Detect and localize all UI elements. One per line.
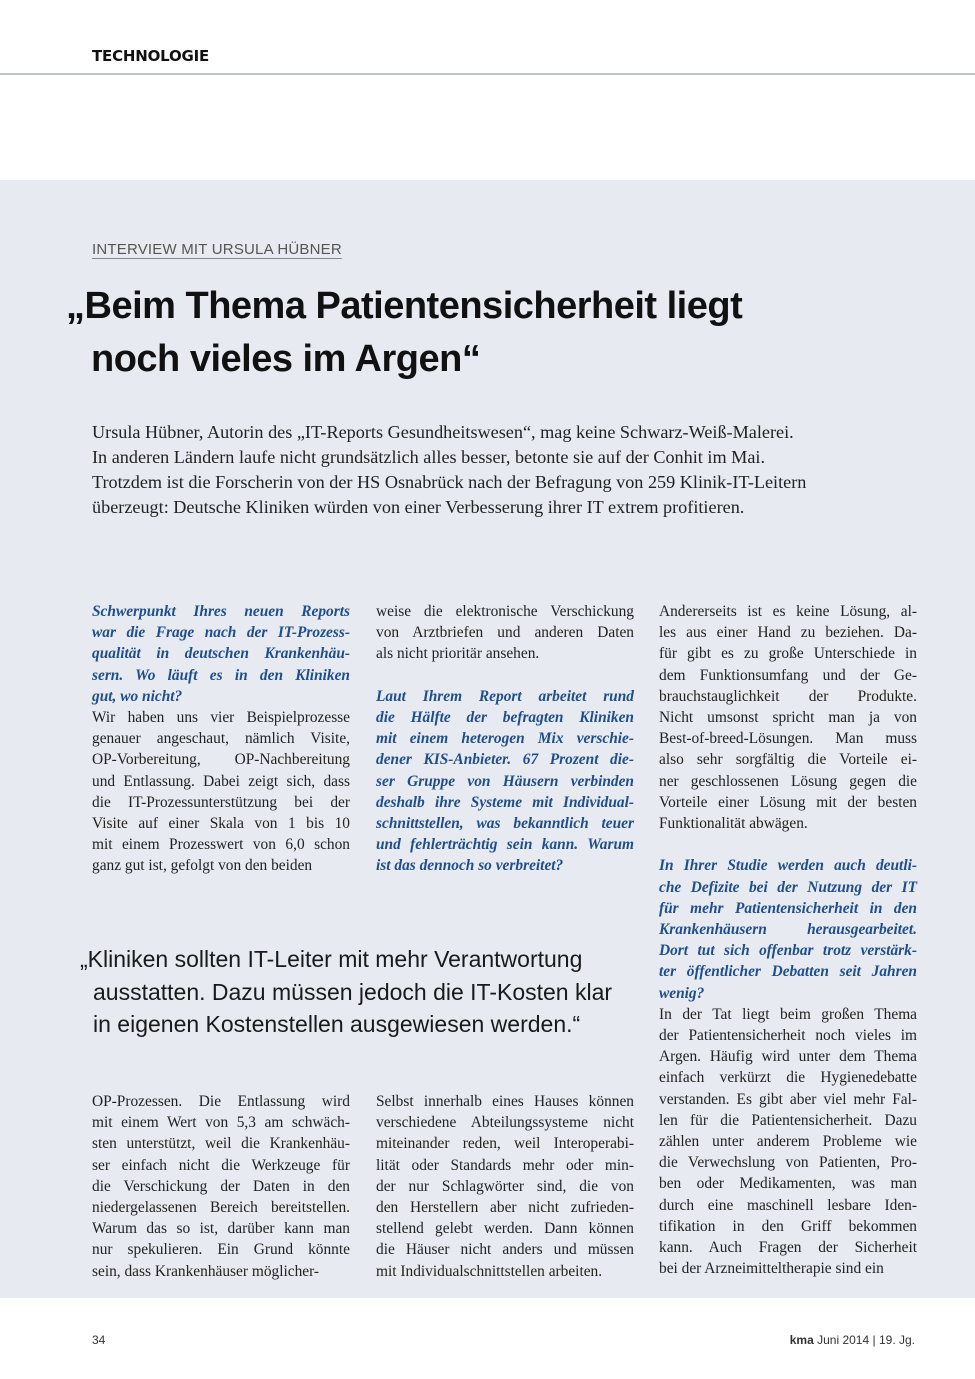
article-kicker: INTERVIEW MIT URSULA HÜBNER — [92, 241, 342, 258]
text-line: ter öffentlicher Debatten seit Jahren — [659, 963, 917, 981]
text-line: Dort tut sich offenbar trotz verstärk- — [659, 942, 917, 960]
text-line: die IT-Prozessunterstützung bei der — [92, 793, 350, 811]
text-line: ser Gruppe von Häusern verbinden — [376, 772, 634, 790]
text-line: die Verschickung der Daten in den — [92, 1177, 350, 1195]
pull-quote-line: ausstatten. Dazu müssen jedoch die IT-Kosten klar — [93, 978, 613, 1005]
text-line: OP-Vorbereitung, OP-Nachbereitung — [92, 751, 350, 769]
text-line: brauchstauglichkeit der Produkte. — [659, 687, 917, 705]
section-label: TECHNOLOGIE — [92, 47, 210, 65]
headline-line: „Beim Thema Patientensicherheit liegt — [66, 285, 743, 327]
text-line: dem Funktionsumfang und der Ge- — [659, 666, 917, 684]
text-line: die Verwechslung von Patienten, Pro- — [659, 1154, 917, 1172]
text-line: zählen unter anderem Probleme wie — [659, 1133, 917, 1151]
text-line: sern. Wo läuft es in den Kliniken — [92, 666, 350, 684]
text-line: der nur Schlagwörter sind, die von — [376, 1177, 634, 1195]
text-line: also sehr sorgfältig die Vorteile ei- — [659, 751, 917, 769]
text-line: kann. Auch Fragen der Sicherheit — [659, 1239, 917, 1257]
article-headline — [66, 280, 886, 386]
column-3 — [659, 601, 917, 1279]
text-line: für mehr Patientensicherheit in den — [659, 899, 917, 917]
text-line: ner geschlossenen Lösung gegen die — [659, 772, 917, 790]
text-line: mit Individualschnittstellen arbeiten. — [376, 1262, 603, 1280]
text-line: mit einem heterogen Mix verschie- — [376, 730, 634, 748]
text-line: bei der Arzneimitteltherapie sind ein — [659, 1260, 884, 1278]
text-line: che Defizite bei der Nutzung der IT — [659, 878, 917, 896]
column-2-bottom — [376, 1091, 634, 1282]
text-line: OP-Prozessen. Die Entlassung wird — [92, 1093, 350, 1110]
text-line: lität oder Standards mehr oder min- — [376, 1156, 634, 1174]
text-line: weise die elektronische Verschickung — [376, 603, 634, 620]
text-line: von Arztbriefen und anderen Daten — [376, 624, 634, 642]
article-body — [92, 1091, 350, 1282]
text-line: Argen. Häufig wird unter dem Thema — [659, 1048, 917, 1066]
text-line: Vorteile einer Lösung mit der besten — [659, 793, 917, 811]
text-line: durch eine maschinell lesbare Iden- — [659, 1196, 917, 1214]
intro-line: überzeugt: Deutsche Kliniken würden von einer Verbesserung ihrer IT extrem profitieren. — [92, 497, 745, 517]
text-line: Best-of-breed-Lösungen. Man muss — [659, 730, 917, 748]
text-line: gut, wo nicht? — [92, 687, 183, 705]
pull-quote-line: „Kliniken sollten IT-Leiter mit mehr Verantwortung — [80, 946, 583, 972]
text-line: verschiedene Abteilungssysteme nicht — [376, 1114, 634, 1132]
magazine-brand: kma — [789, 1333, 814, 1347]
text-line: In der Tat liegt beim großen Thema — [659, 1005, 917, 1023]
interview-question — [659, 855, 917, 1003]
text-line: les aus einer Hand zu beziehen. Da- — [659, 624, 917, 642]
interview-answer — [659, 1004, 917, 1280]
text-line: der Patientensicherheit noch vieles im — [659, 1027, 917, 1045]
interview-answer — [376, 601, 634, 665]
pull-quote — [80, 943, 640, 1041]
text-line: war die Frage nach der IT-Prozess- — [92, 624, 350, 642]
headline-line: noch vieles im Argen“ — [91, 338, 481, 380]
intro-line: Trotzdem ist die Forscherin von der HS Osnabrück nach der Befragung von 259 Klinik-IT-Leitern — [92, 472, 807, 492]
text-line: dener KIS-Anbieter. 67 Prozent die- — [376, 751, 634, 769]
interview-answer — [659, 601, 917, 834]
footer-issue — [790, 1333, 915, 1347]
interview-question — [376, 686, 634, 877]
text-line: sten unterstützt, weil die Krankenhäu- — [92, 1135, 350, 1153]
text-line: qualität in deutschen Krankenhäu- — [92, 645, 350, 663]
text-line: ganz gut ist, gefolgt von den beiden — [92, 857, 313, 875]
text-line: für gibt es zu große Unterschiede in — [659, 645, 917, 663]
interview-question — [92, 601, 350, 707]
text-line: len für die Patientensicherheit. Dazu — [659, 1111, 917, 1129]
text-line: tifikation in den Griff bekommen — [659, 1217, 917, 1235]
text-line: mit einem Prozesswert von 6,0 schon — [92, 836, 350, 854]
page-number: 34 — [92, 1333, 106, 1347]
text-line: als nicht prioritär ansehen. — [376, 645, 540, 663]
volume: 19. Jg. — [878, 1333, 915, 1347]
text-line: Andererseits ist es keine Lösung, al- — [659, 603, 917, 620]
text-line: und Entlassung. Dabei zeigt sich, dass — [92, 772, 350, 790]
column-2-top — [376, 601, 634, 877]
text-line: nur spekulieren. Ein Grund könnte — [92, 1241, 350, 1259]
text-line: Funktionalität abwägen. — [659, 815, 808, 833]
column-1-bottom — [92, 1091, 350, 1282]
article-body — [376, 1091, 634, 1282]
article-intro — [92, 420, 892, 520]
intro-line: Ursula Hübner, Autorin des „IT-Reports Gesundheitswesen“, mag keine Schwarz-Weiß-Malerei. — [92, 422, 794, 442]
column-1-top — [92, 601, 350, 877]
text-line: Laut Ihrem Report arbeitet rund — [376, 687, 634, 705]
text-line: und fehlerträchtig sein kann. Warum — [376, 836, 634, 854]
text-line: niedergelassenen Bereich bereitstellen. — [92, 1199, 350, 1217]
text-line: einfach verkürzt die Hygienedebatte — [659, 1069, 917, 1087]
header-rule — [0, 73, 975, 75]
text-line: mit einem Wert von 5,3 am schwäch- — [92, 1114, 350, 1132]
text-line: Warum das so ist, darüber kann man — [92, 1220, 350, 1238]
text-line: die Häuser nicht anders und müssen — [376, 1241, 634, 1259]
footer-separator: | — [872, 1333, 876, 1347]
text-line: Selbst innerhalb eines Hauses können — [376, 1093, 634, 1110]
text-line: miteinander reden, weil Interoperabi- — [376, 1135, 634, 1153]
text-line: Nicht umsonst spricht man ja von — [659, 709, 917, 727]
text-line: Schwerpunkt Ihres neuen Reports — [92, 603, 350, 620]
text-line: Wir haben uns vier Beispielprozesse — [92, 709, 350, 727]
issue-date: Juni 2014 — [817, 1333, 870, 1347]
text-line: ist das dennoch so verbreitet? — [376, 857, 564, 875]
text-line: ben oder Medikamenten, was man — [659, 1175, 917, 1193]
text-line: schnittstellen, was bekanntlich teuer — [376, 815, 634, 833]
text-line: ser einfach nicht die Werkzeuge für — [92, 1156, 350, 1174]
text-line: In Ihrer Studie werden auch deutli- — [659, 857, 917, 875]
text-line: wenig? — [659, 984, 705, 1002]
text-line: deshalb ihre Systeme mit Individual- — [376, 793, 634, 811]
text-line: Visite auf einer Skala von 1 bis 10 — [92, 815, 350, 833]
intro-line: In anderen Ländern laufe nicht grundsätzlich alles besser, betonte sie auf der Conhit im Mai. — [92, 447, 765, 467]
text-line: sein, dass Krankenhäuser möglicher- — [92, 1262, 320, 1280]
text-line: den Herstellern aber nicht zufrieden- — [376, 1199, 634, 1217]
text-line: Krankenhäusern herausgearbeitet. — [659, 921, 917, 939]
text-line: stellend gelebt werden. Dann können — [376, 1220, 634, 1238]
text-line: die Hälfte der befragten Kliniken — [376, 709, 634, 726]
text-line: verstanden. Es gibt aber viel mehr Fal- — [659, 1090, 917, 1108]
interview-answer — [92, 707, 350, 877]
text-line: genauer angeschaut, nämlich Visite, — [92, 730, 350, 748]
pull-quote-line: in eigenen Kostenstellen ausgewiesen werden.“ — [93, 1011, 581, 1037]
